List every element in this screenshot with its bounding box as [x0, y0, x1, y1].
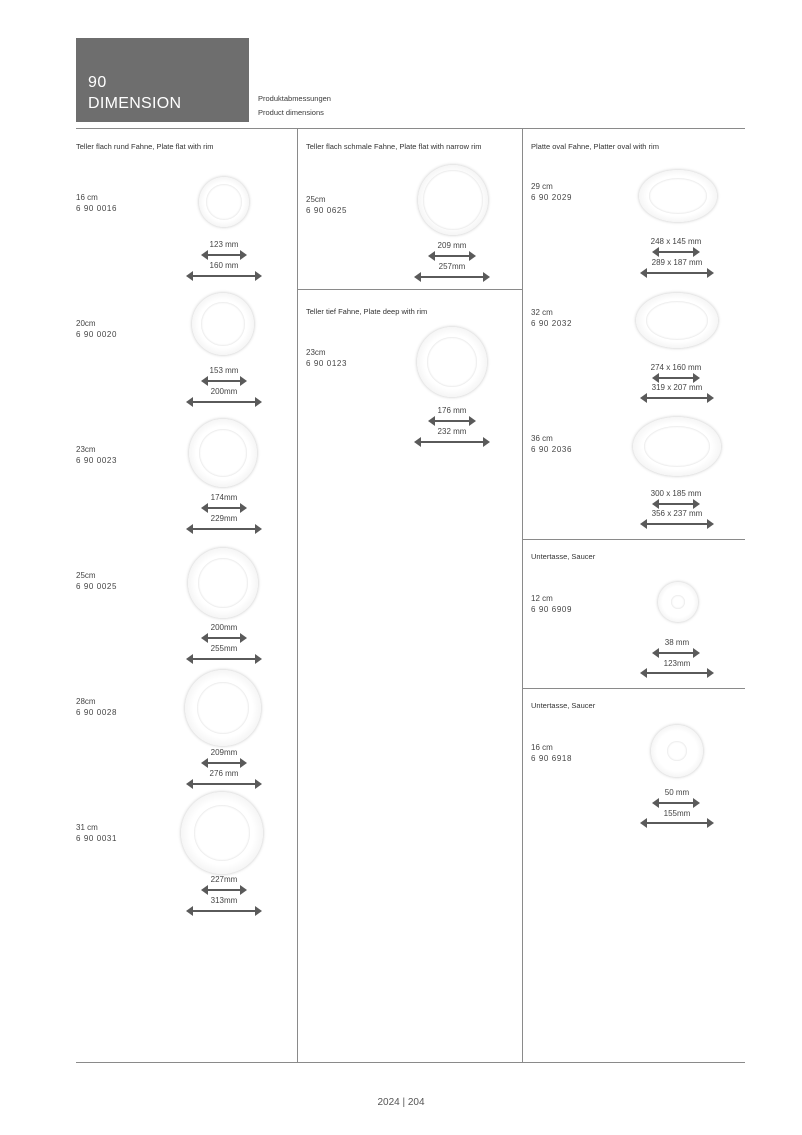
plate-image: [417, 327, 487, 397]
outer-dimension-label: 276 mm: [209, 769, 239, 778]
outer-dimension-arrow: [640, 818, 714, 828]
inner-dimension-arrow: [652, 648, 700, 658]
column-divider-2: [522, 128, 523, 1062]
top-rule: [76, 128, 745, 129]
plate-image: [188, 548, 258, 618]
outer-dimension-label: 257mm: [438, 262, 466, 271]
inner-dimension-arrow: [652, 499, 700, 509]
product-item: [306, 347, 347, 369]
outer-dimension-arrow: [186, 271, 262, 281]
product-item: [531, 307, 572, 329]
plate-image: [192, 293, 254, 355]
inner-dimension-arrow: [201, 503, 247, 513]
product-code: 6 90 6909: [531, 605, 572, 614]
inner-dimension-arrow: [652, 798, 700, 808]
bottom-rule: [76, 1062, 745, 1063]
product-code: 6 90 0016: [76, 204, 117, 213]
plate-image: [189, 419, 257, 487]
product-code: 6 90 0028: [76, 708, 117, 717]
page-footer: 2024 | 204: [377, 1097, 425, 1108]
outer-dimension-arrow: [186, 397, 262, 407]
platter-image: [633, 417, 721, 476]
product-code: 6 90 6918: [531, 754, 572, 763]
inner-dimension-arrow: [201, 376, 247, 386]
outer-dimension-label: 229mm: [210, 514, 238, 523]
outer-dimension-arrow: [186, 779, 262, 789]
section-title-oval: Platte oval Fahne, Platter oval with rim: [531, 142, 659, 151]
inner-dimension-label: 176 mm: [437, 406, 467, 415]
subtitle-german: Produktabmessungen: [258, 94, 331, 103]
inner-dimension-label: 274 x 160 mm: [650, 363, 702, 372]
section-divider-oval-saucer: [522, 539, 745, 540]
product-size: 23cm: [306, 348, 326, 357]
product-code: 6 90 2029: [531, 193, 572, 202]
platter-image: [639, 170, 717, 222]
outer-dimension-label: 123mm: [663, 659, 691, 668]
outer-dimension-label: 255mm: [210, 644, 238, 653]
product-size: 25cm: [76, 571, 96, 580]
outer-dimension-label: 160 mm: [209, 261, 239, 270]
section-title-deep: Teller tief Fahne, Plate deep with rim: [306, 307, 428, 316]
inner-dimension-label: 123 mm: [209, 240, 239, 249]
subtitle-english: Product dimensions: [258, 108, 324, 117]
inner-dimension-arrow: [652, 247, 700, 257]
outer-dimension-label: 289 x 187 mm: [651, 258, 703, 267]
inner-dimension-label: 227mm: [210, 875, 238, 884]
product-size: 12 cm: [531, 594, 553, 603]
outer-dimension-arrow: [414, 272, 490, 282]
outer-dimension-arrow: [186, 906, 262, 916]
inner-dimension-label: 248 x 145 mm: [650, 237, 702, 246]
outer-dimension-label: 356 x 237 mm: [651, 509, 703, 518]
chapter-header-box: [76, 38, 249, 122]
inner-dimension-arrow: [201, 758, 247, 768]
chapter-title: DIMENSION: [88, 95, 182, 112]
outer-dimension-label: 319 x 207 mm: [651, 383, 703, 392]
section-title-flat: Teller flach rund Fahne, Plate flat with rim: [76, 142, 214, 151]
product-size: 31 cm: [76, 823, 98, 832]
product-code: 6 90 0023: [76, 456, 117, 465]
product-size: 29 cm: [531, 182, 553, 191]
outer-dimension-label: 313mm: [210, 896, 238, 905]
product-size: 28cm: [76, 697, 96, 706]
inner-dimension-label: 174mm: [210, 493, 238, 502]
product-item: [76, 822, 117, 844]
product-item: [531, 433, 572, 455]
product-code: 6 90 0025: [76, 582, 117, 591]
inner-dimension-arrow: [201, 885, 247, 895]
saucer-image: [651, 725, 703, 777]
plate-image: [199, 177, 249, 227]
outer-dimension-arrow: [186, 524, 262, 534]
product-size: 32 cm: [531, 308, 553, 317]
plate-image: [185, 670, 261, 746]
product-item: [76, 192, 117, 214]
product-item: [531, 742, 572, 764]
section-title-saucer-1: Untertasse, Saucer: [531, 552, 596, 561]
product-size: 20cm: [76, 319, 96, 328]
product-size: 25cm: [306, 195, 326, 204]
product-size: 36 cm: [531, 434, 553, 443]
section-title-saucer-2: Untertasse, Saucer: [531, 701, 596, 710]
product-item: [306, 194, 347, 216]
plate-image: [181, 792, 263, 874]
inner-dimension-label: 200mm: [210, 623, 238, 632]
outer-dimension-arrow: [640, 668, 714, 678]
product-item: [531, 181, 572, 203]
inner-dimension-label: 38 mm: [664, 638, 690, 647]
product-size: 16 cm: [76, 193, 98, 202]
inner-dimension-arrow: [201, 250, 247, 260]
inner-dimension-label: 209mm: [210, 748, 238, 757]
product-item: [76, 318, 117, 340]
outer-dimension-arrow: [640, 519, 714, 529]
platter-image: [636, 293, 718, 348]
column-divider-1: [297, 128, 298, 1062]
product-size: 16 cm: [531, 743, 553, 752]
inner-dimension-label: 50 mm: [664, 788, 690, 797]
product-item: [76, 696, 117, 718]
product-size: 23cm: [76, 445, 96, 454]
outer-dimension-label: 155mm: [663, 809, 691, 818]
inner-dimension-arrow: [428, 416, 476, 426]
inner-dimension-label: 300 x 185 mm: [650, 489, 702, 498]
product-item: [531, 593, 572, 615]
product-item: [76, 444, 117, 466]
outer-dimension-arrow: [414, 437, 490, 447]
outer-dimension-label: 200mm: [210, 387, 238, 396]
outer-dimension-arrow: [640, 268, 714, 278]
outer-dimension-arrow: [186, 654, 262, 664]
product-code: 6 90 0020: [76, 330, 117, 339]
outer-dimension-label: 232 mm: [437, 427, 467, 436]
product-code: 6 90 2036: [531, 445, 572, 454]
product-code: 6 90 2032: [531, 319, 572, 328]
outer-dimension-arrow: [640, 393, 714, 403]
inner-dimension-arrow: [652, 373, 700, 383]
inner-dimension-label: 209 mm: [437, 241, 467, 250]
inner-dimension-arrow: [201, 633, 247, 643]
saucer-image: [658, 582, 698, 622]
product-item: [76, 570, 117, 592]
product-code: 6 90 0031: [76, 834, 117, 843]
section-divider-narrow-deep: [297, 289, 522, 290]
section-divider-saucers: [522, 688, 745, 689]
chapter-number: 90: [88, 74, 107, 91]
section-title-narrow: Teller flach schmale Fahne, Plate flat with narrow rim: [306, 142, 482, 151]
product-code: 6 90 0625: [306, 206, 347, 215]
inner-dimension-label: 153 mm: [209, 366, 239, 375]
product-code: 6 90 0123: [306, 359, 347, 368]
plate-image: [418, 165, 488, 235]
inner-dimension-arrow: [428, 251, 476, 261]
